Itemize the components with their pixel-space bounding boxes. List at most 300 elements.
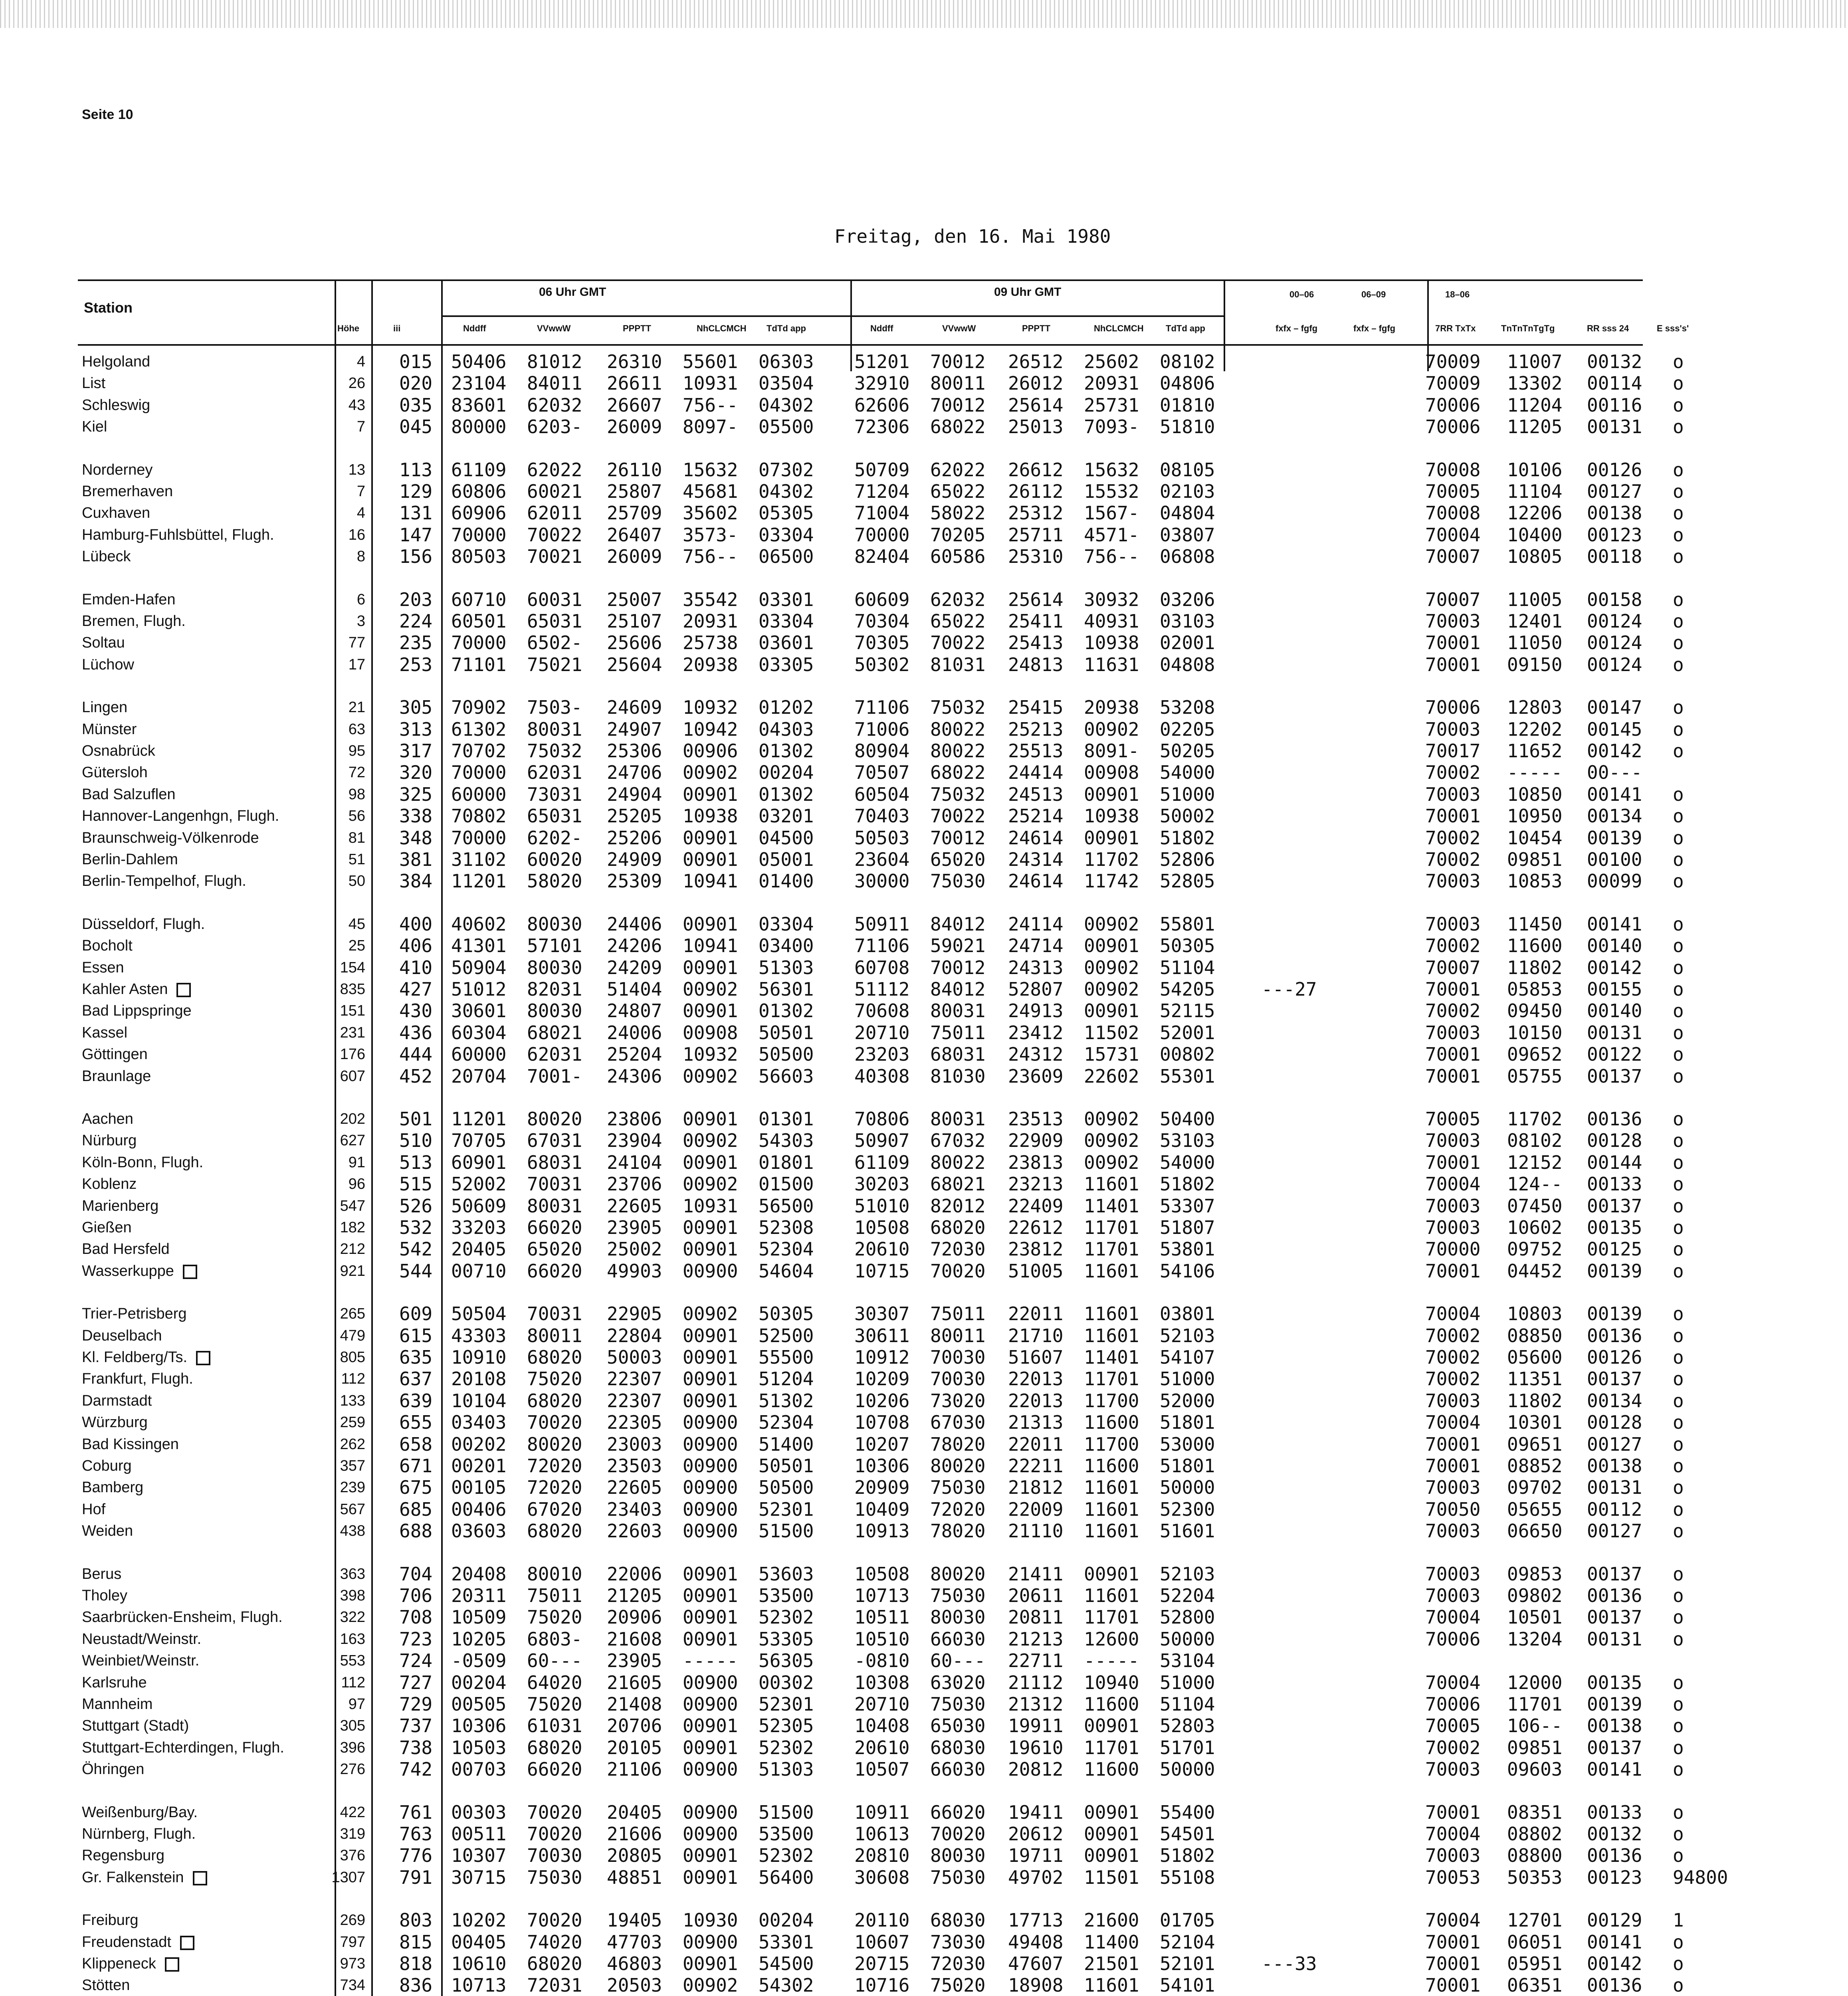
cell-t09: 51000 <box>1160 784 1215 805</box>
station-name-text: Bad Kissingen <box>82 1436 179 1453</box>
cell-tn: 10602 <box>1507 1217 1563 1238</box>
station-height: 805 <box>340 1349 365 1366</box>
cell-e: o <box>1673 913 1684 935</box>
cell-h06: 00900 <box>683 1499 738 1520</box>
cell-t06: 52304 <box>759 1238 814 1260</box>
cell-tn: 11701 <box>1507 1693 1563 1715</box>
cell-p06: 19405 <box>607 1909 662 1931</box>
cell-c7: 70005 <box>1425 1108 1481 1130</box>
station-name-text: Würzburg <box>82 1414 148 1431</box>
cell-t09: 50000 <box>1160 1758 1215 1780</box>
station-height: 43 <box>348 397 365 414</box>
cell-h06: 00901 <box>683 1368 738 1390</box>
cell-t09: 50305 <box>1160 935 1215 956</box>
cell-h06: ----- <box>683 1650 738 1671</box>
cell-v06: 66020 <box>527 1758 582 1780</box>
cell-rr: 00131 <box>1587 1628 1642 1650</box>
cell-n09: 20610 <box>854 1737 910 1758</box>
cell-c7: 70000 <box>1425 1238 1481 1260</box>
cell-v09: 70012 <box>930 394 986 416</box>
cell-e: o <box>1673 1217 1684 1238</box>
cell-t09: 51104 <box>1160 957 1215 978</box>
cell-v06: 80020 <box>527 1434 582 1455</box>
cell-t06: 51400 <box>759 1434 814 1455</box>
cell-h06: 00901 <box>683 1715 738 1737</box>
cell-v06: 75020 <box>527 1368 582 1390</box>
cell-t09: 53000 <box>1160 1434 1215 1455</box>
cell-v09: 68022 <box>930 416 986 438</box>
cell-h09: 11701 <box>1084 1368 1139 1390</box>
cell-h09: 21501 <box>1084 1953 1139 1974</box>
station-height: 13 <box>348 461 365 478</box>
cell-h09: 00902 <box>1084 719 1139 740</box>
cell-n09: 61109 <box>854 1152 910 1173</box>
cell-tn: 09851 <box>1507 1737 1563 1758</box>
cell-h09: 00901 <box>1084 784 1139 805</box>
col-rule-hoehe <box>371 279 373 1996</box>
cell-fx1: ---27 <box>1262 978 1317 1000</box>
cell-n09: 70806 <box>854 1108 910 1130</box>
station-height: 1307 <box>331 1869 365 1886</box>
cell-e: o <box>1673 589 1684 610</box>
cell-v06: 80011 <box>527 1325 582 1347</box>
cell-v09: 70020 <box>930 1823 986 1845</box>
cell-e: o <box>1673 1238 1684 1260</box>
cell-n06: 50504 <box>451 1303 507 1325</box>
cell-tn: 11005 <box>1507 589 1563 610</box>
cell-rr: 00132 <box>1587 351 1642 372</box>
cell-rr: 00131 <box>1587 1022 1642 1044</box>
cell-n06: 03603 <box>451 1520 507 1542</box>
cell-v06: 75032 <box>527 740 582 762</box>
station-name <box>82 1196 158 1216</box>
cell-h06: 00900 <box>683 1823 738 1845</box>
cell-iii: 544 <box>399 1260 433 1282</box>
cell-e: o <box>1673 827 1684 849</box>
cell-v09: 63020 <box>930 1672 986 1693</box>
cell-v06: 68020 <box>527 1737 582 1758</box>
cell-e: o <box>1673 372 1684 394</box>
cell-t09: 00802 <box>1160 1044 1215 1065</box>
station-name <box>82 1022 127 1043</box>
cell-v09: 75032 <box>930 697 986 718</box>
cell-t09: 52806 <box>1160 849 1215 870</box>
cell-e: o <box>1673 546 1684 567</box>
open-square-icon <box>196 1351 210 1365</box>
cell-n06: 80000 <box>451 416 507 438</box>
cell-v06: 80031 <box>527 1195 582 1217</box>
station-height: 7 <box>357 483 365 500</box>
cell-tn: 12202 <box>1507 719 1563 740</box>
cell-p06: 25205 <box>607 805 662 827</box>
cell-p06: 22305 <box>607 1412 662 1433</box>
cell-h09: 11401 <box>1084 1195 1139 1217</box>
cell-tn: 106-- <box>1507 1715 1563 1737</box>
cell-t06: 03301 <box>759 589 814 610</box>
cell-v06: 65031 <box>527 610 582 632</box>
station-name <box>82 395 150 416</box>
cell-n09: 10408 <box>854 1715 910 1737</box>
cell-iii: 381 <box>399 849 433 870</box>
cell-t09: 04806 <box>1160 372 1215 394</box>
cell-h09: 1567- <box>1084 502 1139 524</box>
station-name-text: Bamberg <box>82 1479 144 1496</box>
cell-h06: 00901 <box>683 1000 738 1022</box>
cell-h09: 00901 <box>1084 1802 1139 1823</box>
cell-t06: 51500 <box>759 1802 814 1823</box>
cell-rr: 00137 <box>1587 1065 1642 1087</box>
cell-t06: 56400 <box>759 1867 814 1888</box>
cell-c7: 70001 <box>1425 654 1481 675</box>
cell-t09: 02001 <box>1160 632 1215 653</box>
cell-rr: 00127 <box>1587 1434 1642 1455</box>
cell-h06: 00901 <box>683 1737 738 1758</box>
cell-v09: 68021 <box>930 1173 986 1195</box>
cell-iii: 348 <box>399 827 433 849</box>
cell-n06: 30715 <box>451 1867 507 1888</box>
cell-v09: 78020 <box>930 1434 986 1455</box>
cell-t09: 50205 <box>1160 740 1215 762</box>
cell-v06: 75021 <box>527 654 582 675</box>
cell-t06: 55500 <box>759 1347 814 1368</box>
station-name-text: Öhringen <box>82 1761 145 1778</box>
station-name <box>82 416 107 437</box>
cell-p06: 20405 <box>607 1802 662 1823</box>
cell-n09: 10716 <box>854 1974 910 1996</box>
cell-n06: 00511 <box>451 1823 507 1845</box>
header-vvwww-09: VVwwW <box>942 323 976 333</box>
cell-t09: 51802 <box>1160 827 1215 849</box>
cell-n06: 70802 <box>451 805 507 827</box>
cell-v09: 70205 <box>930 524 986 546</box>
cell-e: o <box>1673 351 1684 372</box>
cell-p09: 21112 <box>1008 1672 1064 1693</box>
station-name-text: Koblenz <box>82 1176 137 1192</box>
cell-h09: ----- <box>1084 1650 1139 1671</box>
cell-t06: 05001 <box>759 849 814 870</box>
cell-e: o <box>1673 805 1684 827</box>
cell-t09: 51701 <box>1160 1737 1215 1758</box>
cell-p06: 26009 <box>607 546 662 567</box>
cell-h06: 00902 <box>683 1065 738 1087</box>
cell-c7: 70003 <box>1425 784 1481 805</box>
cell-v09: 62032 <box>930 589 986 610</box>
station-name-text: Düsseldorf, Flugh. <box>82 916 205 933</box>
cell-e: o <box>1673 524 1684 546</box>
cell-iii: 655 <box>399 1412 433 1433</box>
cell-v06: 70020 <box>527 1823 582 1845</box>
station-height: 438 <box>340 1523 365 1539</box>
cell-c7: 70005 <box>1425 481 1481 502</box>
cell-e: o <box>1673 1672 1684 1693</box>
cell-p06: 22605 <box>607 1195 662 1217</box>
cell-p09: 23213 <box>1008 1173 1064 1195</box>
cell-v09: 59021 <box>930 935 986 956</box>
cell-v09: 70022 <box>930 805 986 827</box>
cell-h09: 12600 <box>1084 1628 1139 1650</box>
cell-p09: 22612 <box>1008 1217 1064 1238</box>
cell-h06: 00902 <box>683 1130 738 1151</box>
cell-tn: 10106 <box>1507 459 1563 481</box>
cell-t06: 04302 <box>759 394 814 416</box>
station-name <box>82 1261 197 1281</box>
cell-p06: 25107 <box>607 610 662 632</box>
cell-iii: 836 <box>399 1974 433 1996</box>
cell-n09: 30203 <box>854 1173 910 1195</box>
cell-v06: 58020 <box>527 870 582 892</box>
station-name <box>82 871 246 891</box>
cell-t06: 56603 <box>759 1065 814 1087</box>
cell-tn: 12206 <box>1507 502 1563 524</box>
cell-v06: 72020 <box>527 1455 582 1477</box>
cell-rr: 00100 <box>1587 849 1642 870</box>
station-name <box>82 1325 162 1346</box>
cell-e: o <box>1673 1823 1684 1845</box>
cell-c7: 70001 <box>1425 632 1481 653</box>
station-name <box>82 459 153 480</box>
cell-v06: 80010 <box>527 1563 582 1585</box>
station-name <box>82 697 127 718</box>
cell-v06: 70031 <box>527 1173 582 1195</box>
cell-v06: 65020 <box>527 1238 582 1260</box>
cell-v09: 58022 <box>930 502 986 524</box>
cell-v06: 75020 <box>527 1693 582 1715</box>
station-height: 4 <box>357 353 365 370</box>
station-name-text: Kassel <box>82 1024 128 1041</box>
cell-iii: 815 <box>399 1931 433 1953</box>
cell-h06: 55601 <box>683 351 738 372</box>
station-height: 567 <box>340 1501 365 1518</box>
cell-v06: 70030 <box>527 1845 582 1866</box>
cell-v09: 60--- <box>930 1650 986 1671</box>
cell-n06: -0509 <box>451 1650 507 1671</box>
cell-v09: 60586 <box>930 546 986 567</box>
cell-p06: 26110 <box>607 459 662 481</box>
cell-rr: 00128 <box>1587 1130 1642 1151</box>
header-station: Station <box>84 299 133 316</box>
cell-iii: 671 <box>399 1455 433 1477</box>
cell-v09: 82012 <box>930 1195 986 1217</box>
cell-n09: 20909 <box>854 1477 910 1498</box>
cell-p09: 21313 <box>1008 1412 1064 1433</box>
station-name-text: Gr. Falkenstein <box>82 1869 184 1886</box>
cell-rr: 00114 <box>1587 372 1642 394</box>
cell-t09: 06808 <box>1160 546 1215 567</box>
station-name <box>82 828 259 848</box>
cell-t06: 54303 <box>759 1130 814 1151</box>
cell-c7: 70002 <box>1425 1368 1481 1390</box>
cell-c7: 70001 <box>1425 978 1481 1000</box>
station-name <box>82 719 137 740</box>
page-label: Seite 10 <box>82 107 133 122</box>
cell-n09: 23604 <box>854 849 910 870</box>
station-name-text: Darmstadt <box>82 1392 152 1409</box>
cell-n09: 10409 <box>854 1499 910 1520</box>
cell-tn: 10805 <box>1507 546 1563 567</box>
cell-iii: 384 <box>399 870 433 892</box>
cell-t06: 00204 <box>759 762 814 783</box>
open-square-icon <box>176 983 191 997</box>
cell-n06: 52002 <box>451 1173 507 1195</box>
cell-h06: 00902 <box>683 978 738 1000</box>
cell-e: o <box>1673 481 1684 502</box>
cell-t09: 52103 <box>1160 1325 1215 1347</box>
cell-tn: 10950 <box>1507 805 1563 827</box>
cell-p06: 24209 <box>607 957 662 978</box>
cell-rr: 00158 <box>1587 589 1642 610</box>
cell-t06: 03504 <box>759 372 814 394</box>
cell-e: o <box>1673 1368 1684 1390</box>
cell-iii: 113 <box>399 459 433 481</box>
cell-p09: 19711 <box>1008 1845 1064 1866</box>
cell-h06: 3573- <box>683 524 738 546</box>
cell-n06: 10104 <box>451 1390 507 1412</box>
station-name <box>82 1910 139 1931</box>
cell-fx1: ---33 <box>1262 1953 1317 1974</box>
cell-h09: 4571- <box>1084 524 1139 546</box>
cell-tn: 11050 <box>1507 632 1563 653</box>
cell-iii: 737 <box>399 1715 433 1737</box>
station-height: 357 <box>340 1457 365 1474</box>
cell-e: o <box>1673 1953 1684 1974</box>
cell-h09: 15532 <box>1084 481 1139 502</box>
cell-h09: 8091- <box>1084 740 1139 762</box>
cell-iii: 510 <box>399 1130 433 1151</box>
cell-iii: 532 <box>399 1217 433 1238</box>
cell-v09: 75030 <box>930 1585 986 1606</box>
cell-rr: 00134 <box>1587 1390 1642 1412</box>
station-name-text: Aachen <box>82 1111 133 1127</box>
cell-h06: 00900 <box>683 1520 738 1542</box>
cell-tn: 10501 <box>1507 1606 1563 1628</box>
station-name <box>82 1455 132 1476</box>
cell-t09: 54101 <box>1160 1974 1215 1996</box>
cell-iii: 542 <box>399 1238 433 1260</box>
cell-rr: 00129 <box>1587 1909 1642 1931</box>
cell-tn: 124-- <box>1507 1173 1563 1195</box>
cell-p06: 23806 <box>607 1108 662 1130</box>
cell-t09: 55400 <box>1160 1802 1215 1823</box>
cell-e: o <box>1673 870 1684 892</box>
station-name-text: Emden-Hafen <box>82 591 176 608</box>
station-name <box>82 1824 196 1844</box>
station-height: 398 <box>340 1587 365 1604</box>
cell-e: o <box>1673 1606 1684 1628</box>
cell-v09: 75030 <box>930 1693 986 1715</box>
cell-e: o <box>1673 1347 1684 1368</box>
cell-n06: 11201 <box>451 870 507 892</box>
cell-iii: 045 <box>399 416 433 438</box>
cell-c7: 70003 <box>1425 870 1481 892</box>
cell-rr: 00127 <box>1587 481 1642 502</box>
cell-t09: 54106 <box>1160 1260 1215 1282</box>
cell-v09: 80022 <box>930 740 986 762</box>
cell-n06: 20311 <box>451 1585 507 1606</box>
cell-n06: 60304 <box>451 1022 507 1044</box>
station-height: 95 <box>348 743 365 759</box>
cell-t06: 01202 <box>759 697 814 718</box>
cell-e: o <box>1673 654 1684 675</box>
cell-p06: 22307 <box>607 1368 662 1390</box>
station-height: 112 <box>341 1370 365 1387</box>
scan-noise <box>0 0 1848 28</box>
station-name-text: Berlin-Tempelhof, Flugh. <box>82 873 246 889</box>
cell-n09: 20810 <box>854 1845 910 1866</box>
station-height: 305 <box>340 1717 365 1734</box>
cell-p09: 20611 <box>1008 1585 1064 1606</box>
cell-t06: 52308 <box>759 1217 814 1238</box>
cell-t09: 52115 <box>1160 1000 1215 1022</box>
cell-t09: 51601 <box>1160 1520 1215 1542</box>
cell-rr: 00116 <box>1587 394 1642 416</box>
station-name-text: Braunschweig-Völkenrode <box>82 830 259 846</box>
cell-e: o <box>1673 1499 1684 1520</box>
station-height: 16 <box>348 527 365 543</box>
header-tdtd-09: TdTd app <box>1166 323 1205 333</box>
cell-t06: 01500 <box>759 1173 814 1195</box>
cell-v06: 75020 <box>527 1606 582 1628</box>
cell-t09: 52103 <box>1160 1563 1215 1585</box>
cell-c7: 70017 <box>1425 740 1481 762</box>
cell-p06: 21606 <box>607 1823 662 1845</box>
cell-p06: 20805 <box>607 1845 662 1866</box>
station-name-text: Hamburg-Fuhlsbüttel, Flugh. <box>82 527 274 543</box>
station-height: 25 <box>348 937 365 954</box>
cell-t09: 02205 <box>1160 719 1215 740</box>
cell-iii: 742 <box>399 1758 433 1780</box>
cell-p06: 20503 <box>607 1974 662 1996</box>
cell-n06: 20108 <box>451 1368 507 1390</box>
cell-n09: 10607 <box>854 1931 910 1953</box>
cell-rr: 00142 <box>1587 740 1642 762</box>
station-name <box>82 1737 284 1758</box>
cell-tn: 11600 <box>1507 935 1563 956</box>
station-name <box>82 1368 193 1389</box>
cell-h09: 11601 <box>1084 1477 1139 1498</box>
cell-n09: 71006 <box>854 719 910 740</box>
cell-c7: 70002 <box>1425 1347 1481 1368</box>
cell-n06: 00703 <box>451 1758 507 1780</box>
cell-t09: 51000 <box>1160 1672 1215 1693</box>
cell-v09: 67032 <box>930 1130 986 1151</box>
cell-v06: 6502- <box>527 632 582 653</box>
cell-iii: 317 <box>399 740 433 762</box>
station-name-text: Stuttgart-Echterdingen, Flugh. <box>82 1739 284 1756</box>
cell-iii: 738 <box>399 1737 433 1758</box>
cell-c7: 70001 <box>1425 1931 1481 1953</box>
cell-rr: 00139 <box>1587 827 1642 849</box>
station-height: 231 <box>340 1024 365 1041</box>
cell-v09: 66030 <box>930 1628 986 1650</box>
cell-h09: 11631 <box>1084 654 1139 675</box>
cell-v06: 6803- <box>527 1628 582 1650</box>
cell-e: o <box>1673 1737 1684 1758</box>
cell-t06: 01400 <box>759 870 814 892</box>
cell-p09: 22711 <box>1008 1650 1064 1671</box>
station-name-text: Weinbiet/Weinstr. <box>82 1652 200 1669</box>
cell-n09: 70000 <box>854 524 910 546</box>
cell-n06: 50609 <box>451 1195 507 1217</box>
cell-rr: 00123 <box>1587 1867 1642 1888</box>
cell-v06: 80030 <box>527 913 582 935</box>
cell-h09: 11601 <box>1084 1520 1139 1542</box>
station-height: 21 <box>348 699 365 716</box>
cell-p09: 21812 <box>1008 1477 1064 1498</box>
cell-p06: 26407 <box>607 524 662 546</box>
cell-p09: 20812 <box>1008 1758 1064 1780</box>
station-name <box>82 654 134 675</box>
cell-p09: 21110 <box>1008 1520 1064 1542</box>
